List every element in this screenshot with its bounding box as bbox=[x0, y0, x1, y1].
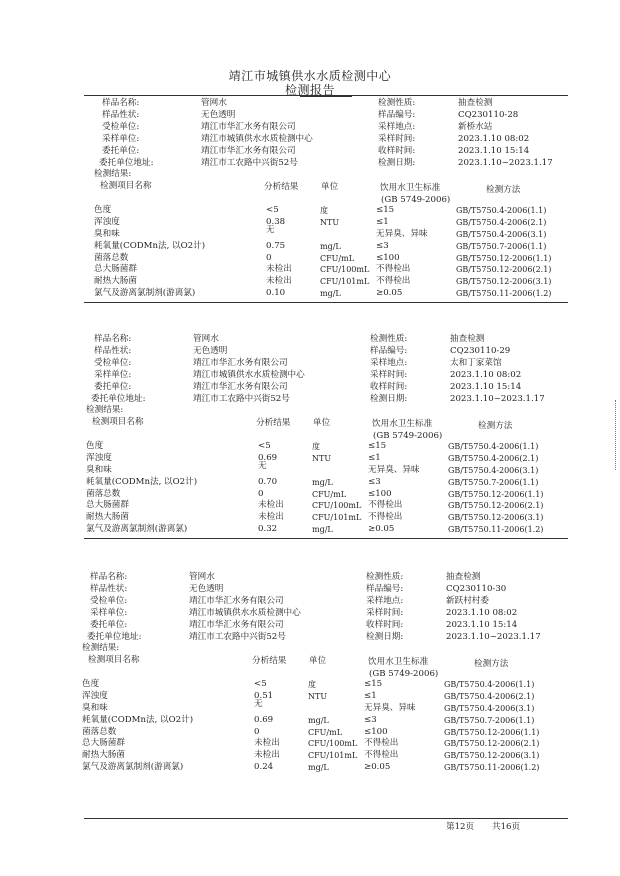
item-standard: 不得检出 bbox=[368, 500, 403, 511]
item-result: 0.10 bbox=[266, 288, 286, 298]
column-method-header: 检测方法 bbox=[478, 421, 513, 432]
item-name: 浑浊度 bbox=[94, 217, 120, 228]
column-result-header: 分析结果 bbox=[264, 182, 299, 193]
receive-time-label: 收样时间: bbox=[366, 619, 404, 630]
item-standard: ≤100 bbox=[364, 726, 388, 737]
entrust-unit-label: 委托单位: bbox=[90, 619, 128, 630]
item-result: 0 bbox=[254, 726, 260, 737]
item-standard: ≤3 bbox=[368, 476, 381, 487]
title-underline bbox=[300, 96, 352, 97]
item-name: 氯气及游离氯制剂(游离氯) bbox=[94, 288, 196, 298]
item-name: 臭和味 bbox=[82, 703, 108, 713]
org-title: 靖江市城镇供水水质检测中心 bbox=[228, 69, 392, 83]
test-date-value: 2023.1.10~2023.1.17 bbox=[446, 631, 541, 642]
item-unit: 度 bbox=[312, 442, 320, 452]
client-unit-label: 受检单位: bbox=[90, 595, 128, 606]
sampling-time-label: 采样时间: bbox=[378, 133, 416, 144]
column-standard-header: 饮用水卫生标准 bbox=[380, 183, 441, 194]
column-result-header: 分析结果 bbox=[252, 656, 287, 667]
client-unit-value: 靖江市华汇水务有限公司 bbox=[193, 357, 288, 368]
sampling-unit-value: 靖江市城镇供水水质检测中心 bbox=[189, 607, 301, 618]
sampling-unit-value: 靖江市城镇供水水质检测中心 bbox=[193, 369, 305, 380]
item-standard: ≤100 bbox=[376, 252, 400, 263]
sample-name-label: 样品名称: bbox=[102, 98, 140, 108]
sample-property-label: 样品性状: bbox=[102, 109, 140, 120]
item-standard: 不得检出 bbox=[376, 264, 411, 275]
sample-number-label: 样品编号: bbox=[378, 109, 416, 120]
section-divider bbox=[84, 302, 568, 303]
item-name: 总大肠菌群 bbox=[86, 500, 129, 511]
item-method: GB/T5750.12-2006(1.1) bbox=[444, 727, 540, 737]
item-method: GB/T5750.12-2006(1.1) bbox=[456, 253, 552, 263]
test-nature-label: 检测性质: bbox=[378, 98, 416, 108]
item-method: GB/T5750.4-2006(1.1) bbox=[448, 442, 539, 452]
receive-time-label: 收样时间: bbox=[370, 381, 408, 392]
item-name: 耗氧量(CODMn法, 以O2计) bbox=[94, 240, 206, 251]
item-result: 0.69 bbox=[258, 453, 278, 464]
item-result: 0.51 bbox=[254, 691, 274, 702]
section-divider bbox=[84, 538, 568, 539]
column-standard-header: 饮用水卫生标准 bbox=[372, 419, 433, 430]
page-edge-mark bbox=[609, 400, 616, 470]
sampling-unit-label: 采样单位: bbox=[94, 369, 132, 380]
column-item-header: 检测项目名称 bbox=[100, 181, 152, 192]
item-unit: mg/L bbox=[312, 525, 333, 534]
sampling-time-value: 2023.1.10 08:02 bbox=[458, 133, 530, 144]
item-method: GB/T5750.12-2006(2.1) bbox=[448, 501, 544, 511]
test-nature-value: 抽查检测 bbox=[446, 572, 481, 582]
sample-number-value: CQ230110-29 bbox=[450, 345, 511, 356]
test-date-label: 检测日期: bbox=[378, 157, 416, 168]
test-date-value: 2023.1.10~2023.1.17 bbox=[450, 393, 545, 404]
item-unit: NTU bbox=[312, 454, 332, 464]
sampling-site-label: 采样地点: bbox=[378, 121, 416, 132]
item-name: 色度 bbox=[82, 679, 100, 690]
column-result-header: 分析结果 bbox=[256, 418, 291, 429]
page-total: 共16页 bbox=[492, 822, 521, 832]
item-method: GB/T5750.4-2006(3.1) bbox=[444, 704, 535, 713]
item-method: GB/T5750.12-2006(3.1) bbox=[456, 277, 552, 287]
item-method: GB/T5750.12-2006(2.1) bbox=[444, 739, 540, 749]
item-unit: mg/L bbox=[320, 241, 341, 251]
sample-name-label: 样品名称: bbox=[94, 334, 132, 344]
item-name: 氯气及游离氯制剂(游离氯) bbox=[82, 762, 184, 772]
sample-name-value: 管网水 bbox=[189, 572, 215, 582]
item-name: 色度 bbox=[86, 441, 104, 452]
item-standard: ≤15 bbox=[364, 679, 383, 690]
item-unit: mg/L bbox=[308, 763, 329, 772]
entrust-address-value: 靖江市工农路中兴街52号 bbox=[193, 393, 290, 404]
item-unit: mg/L bbox=[312, 477, 333, 487]
item-result: 0.70 bbox=[258, 476, 278, 487]
entrust-address-value: 靖江市工农路中兴街52号 bbox=[189, 631, 286, 642]
item-standard: ≤15 bbox=[368, 441, 387, 452]
item-standard: 不得检出 bbox=[364, 738, 399, 749]
entrust-unit-value: 靖江市华汇水务有限公司 bbox=[189, 619, 284, 630]
item-unit: CFU/101mL bbox=[308, 751, 358, 761]
item-method: GB/T5750.12-2006(3.1) bbox=[444, 751, 540, 761]
item-standard: 不得检出 bbox=[376, 276, 411, 287]
entrust-unit-label: 委托单位: bbox=[94, 381, 132, 392]
item-result: 0 bbox=[258, 488, 264, 499]
item-result: <5 bbox=[254, 679, 267, 690]
item-unit: 度 bbox=[308, 680, 316, 690]
test-nature-label: 检测性质: bbox=[370, 334, 408, 344]
item-name: 耐热大肠菌 bbox=[94, 276, 137, 287]
receive-time-label: 收样时间: bbox=[378, 145, 416, 156]
item-standard: ≥0.05 bbox=[368, 524, 395, 534]
item-result: 无 bbox=[266, 225, 275, 235]
item-unit: CFU/100mL bbox=[308, 739, 358, 749]
sampling-site-value: 新跃村村委 bbox=[446, 595, 489, 606]
entrust-unit-value: 靖江市华汇水务有限公司 bbox=[193, 381, 288, 392]
item-unit: CFU/mL bbox=[320, 253, 355, 263]
item-standard: ≤1 bbox=[368, 453, 381, 464]
receive-time-value: 2023.1.10 15:14 bbox=[450, 381, 522, 392]
item-unit: CFU/101mL bbox=[312, 513, 362, 523]
item-result: 0.75 bbox=[266, 240, 286, 251]
item-standard: ≤1 bbox=[364, 691, 377, 702]
entrust-address-label: 委托单位地址: bbox=[91, 393, 146, 404]
test-date-label: 检测日期: bbox=[366, 631, 404, 642]
sampling-site-value: 太和丁家菜馆 bbox=[450, 357, 502, 368]
client-unit-label: 受检单位: bbox=[102, 121, 140, 132]
item-unit: mg/L bbox=[308, 715, 329, 725]
item-unit: 度 bbox=[320, 206, 328, 216]
item-standard: 不得检出 bbox=[368, 512, 403, 523]
item-result: 无 bbox=[258, 461, 267, 471]
column-method-header: 检测方法 bbox=[474, 659, 509, 670]
sampling-unit-label: 采样单位: bbox=[102, 133, 140, 144]
item-method: GB/T5750.4-2006(1.1) bbox=[444, 680, 535, 690]
item-unit: CFU/100mL bbox=[320, 265, 370, 275]
item-result: 0.38 bbox=[266, 217, 286, 228]
item-result: 0 bbox=[266, 252, 272, 263]
column-method-header: 检测方法 bbox=[486, 185, 521, 196]
item-method: GB/T5750.12-2006(2.1) bbox=[456, 265, 552, 275]
sampling-time-label: 采样时间: bbox=[370, 369, 408, 380]
item-standard: ≤3 bbox=[376, 240, 389, 251]
test-nature-value: 抽查检测 bbox=[458, 98, 493, 108]
column-unit-header: 单位 bbox=[313, 418, 331, 429]
item-unit: mg/L bbox=[320, 289, 341, 298]
sampling-unit-label: 采样单位: bbox=[90, 607, 128, 618]
sample-property-value: 无色透明 bbox=[193, 345, 228, 356]
item-standard: ≤3 bbox=[364, 714, 377, 725]
entrust-unit-label: 委托单位: bbox=[102, 145, 140, 156]
column-standard-header: 饮用水卫生标准 bbox=[368, 657, 429, 668]
item-name: 浑浊度 bbox=[82, 691, 108, 702]
sampling-site-label: 采样地点: bbox=[370, 357, 408, 368]
item-result: 0.24 bbox=[254, 762, 274, 772]
item-method: GB/T5750.11-2006(1.2) bbox=[448, 525, 544, 534]
column-unit-header: 单位 bbox=[309, 656, 327, 667]
item-name: 菌落总数 bbox=[86, 488, 121, 499]
item-name: 耐热大肠菌 bbox=[86, 512, 129, 523]
item-standard: 无异臭、异味 bbox=[368, 465, 420, 475]
item-standard: 无异臭、异味 bbox=[364, 703, 416, 713]
sampling-unit-value: 靖江市城镇供水水质检测中心 bbox=[201, 133, 313, 144]
entrust-address-label: 委托单位地址: bbox=[99, 157, 154, 168]
sample-name-value: 管网水 bbox=[201, 98, 227, 108]
item-unit: CFU/mL bbox=[312, 489, 347, 499]
column-item-header: 检测项目名称 bbox=[92, 417, 144, 428]
item-method: GB/T5750.7-2006(1.1) bbox=[444, 715, 535, 725]
sample-property-value: 无色透明 bbox=[189, 583, 224, 594]
results-heading: 检测结果: bbox=[82, 643, 120, 654]
receive-time-value: 2023.1.10 15:14 bbox=[458, 145, 530, 156]
results-heading: 检测结果: bbox=[86, 405, 124, 416]
item-result: 0.69 bbox=[254, 714, 274, 725]
receive-time-value: 2023.1.10 15:14 bbox=[446, 619, 518, 630]
sampling-site-label: 采样地点: bbox=[366, 595, 404, 606]
item-name: 菌落总数 bbox=[82, 726, 117, 737]
sample-property-value: 无色透明 bbox=[201, 109, 236, 120]
item-standard: ≤15 bbox=[376, 205, 395, 216]
item-standard: 无异臭、异味 bbox=[376, 229, 428, 239]
item-unit: CFU/101mL bbox=[320, 277, 370, 287]
sampling-site-value: 新桥水站 bbox=[458, 121, 493, 132]
item-standard: 不得检出 bbox=[364, 750, 399, 761]
column-item-header: 检测项目名称 bbox=[88, 655, 140, 666]
column-unit-header: 单位 bbox=[321, 182, 339, 193]
item-name: 总大肠菌群 bbox=[94, 264, 137, 275]
item-standard: ≥0.05 bbox=[364, 762, 391, 772]
column-standard-ref: (GB 5749-2006) bbox=[381, 195, 451, 206]
item-unit: NTU bbox=[308, 692, 328, 702]
sample-number-label: 样品编号: bbox=[370, 345, 408, 356]
item-method: GB/T5750.4-2006(1.1) bbox=[456, 206, 547, 216]
item-name: 耗氧量(CODMn法, 以O2计) bbox=[82, 714, 194, 725]
item-method: GB/T5750.11-2006(1.2) bbox=[444, 763, 540, 772]
item-result: 未检出 bbox=[258, 512, 284, 523]
item-name: 耗氧量(CODMn法, 以O2计) bbox=[86, 476, 198, 487]
item-name: 氯气及游离氯制剂(游离氯) bbox=[86, 524, 188, 534]
sampling-time-value: 2023.1.10 08:02 bbox=[446, 607, 518, 618]
item-name: 总大肠菌群 bbox=[82, 738, 125, 749]
sample-name-value: 管网水 bbox=[193, 334, 219, 344]
item-result: 无 bbox=[254, 699, 263, 709]
item-result: 未检出 bbox=[266, 276, 292, 287]
item-method: GB/T5750.7-2006(1.1) bbox=[448, 477, 539, 487]
item-standard: ≥0.05 bbox=[376, 288, 403, 298]
test-date-value: 2023.1.10~2023.1.17 bbox=[458, 157, 553, 168]
document-title: 检测报告 bbox=[284, 83, 335, 97]
section-divider bbox=[84, 95, 568, 96]
sampling-time-value: 2023.1.10 08:02 bbox=[450, 369, 522, 380]
item-method: GB/T5750.4-2006(2.1) bbox=[456, 218, 547, 228]
item-method: GB/T5750.11-2006(1.2) bbox=[456, 289, 552, 298]
item-method: GB/T5750.4-2006(3.1) bbox=[448, 466, 539, 475]
item-standard: ≤100 bbox=[368, 488, 392, 499]
item-method: GB/T5750.7-2006(1.1) bbox=[456, 241, 547, 251]
test-nature-value: 抽查检测 bbox=[450, 334, 485, 344]
sample-name-label: 样品名称: bbox=[90, 572, 128, 582]
item-method: GB/T5750.12-2006(1.1) bbox=[448, 489, 544, 499]
item-method: GB/T5750.12-2006(3.1) bbox=[448, 513, 544, 523]
item-name: 菌落总数 bbox=[94, 252, 129, 263]
client-unit-value: 靖江市华汇水务有限公司 bbox=[201, 121, 296, 132]
item-result: 未检出 bbox=[254, 738, 280, 749]
entrust-address-label: 委托单位地址: bbox=[87, 631, 142, 642]
item-name: 臭和味 bbox=[94, 229, 120, 239]
item-result: <5 bbox=[258, 441, 271, 452]
item-name: 臭和味 bbox=[86, 465, 112, 475]
item-standard: ≤1 bbox=[376, 217, 389, 228]
item-name: 耐热大肠菌 bbox=[82, 750, 125, 761]
sample-number-value: CQ230110-30 bbox=[446, 583, 507, 594]
client-unit-label: 受检单位: bbox=[94, 357, 132, 368]
sample-property-label: 样品性状: bbox=[90, 583, 128, 594]
item-method: GB/T5750.4-2006(2.1) bbox=[448, 454, 539, 464]
item-name: 浑浊度 bbox=[86, 453, 112, 464]
sample-number-label: 样品编号: bbox=[366, 583, 404, 594]
entrust-unit-value: 靖江市华汇水务有限公司 bbox=[201, 145, 296, 156]
sampling-time-label: 采样时间: bbox=[366, 607, 404, 618]
item-result: 未检出 bbox=[266, 264, 292, 275]
page-number: 第12页 bbox=[446, 822, 475, 832]
item-unit: CFU/100mL bbox=[312, 501, 362, 511]
item-name: 色度 bbox=[94, 205, 112, 216]
item-method: GB/T5750.4-2006(2.1) bbox=[444, 692, 535, 702]
item-result: 未检出 bbox=[254, 750, 280, 761]
entrust-address-value: 靖江市工农路中兴街52号 bbox=[201, 157, 298, 168]
results-heading: 检测结果: bbox=[94, 169, 132, 180]
test-date-label: 检测日期: bbox=[370, 393, 408, 404]
column-standard-ref: (GB 5749-2006) bbox=[369, 669, 439, 680]
item-unit: CFU/mL bbox=[308, 727, 343, 737]
item-result: <5 bbox=[266, 205, 279, 216]
footer-divider bbox=[84, 818, 568, 819]
item-method: GB/T5750.4-2006(3.1) bbox=[456, 230, 547, 239]
item-result: 未检出 bbox=[258, 500, 284, 511]
item-unit: NTU bbox=[320, 218, 340, 228]
item-result: 0.32 bbox=[258, 524, 278, 534]
sample-property-label: 样品性状: bbox=[94, 345, 132, 356]
sample-number-value: CQ230110-28 bbox=[458, 109, 519, 120]
column-standard-ref: (GB 5749-2006) bbox=[373, 431, 443, 442]
client-unit-value: 靖江市华汇水务有限公司 bbox=[189, 595, 284, 606]
test-nature-label: 检测性质: bbox=[366, 572, 404, 582]
